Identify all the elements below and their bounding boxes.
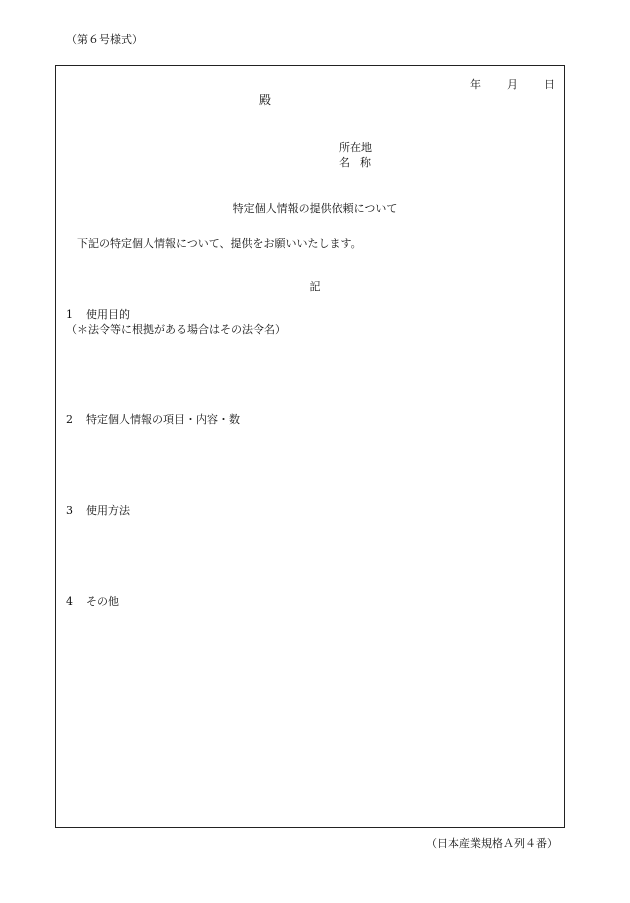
address-label: 所在地 [339,141,372,154]
intro-text: 下記の特定個人情報について、提供をお願いいたします。 [77,237,362,250]
item-info-fields [66,414,240,425]
form-frame [55,65,565,828]
item-number: 1 [66,308,73,321]
item-usage-purpose-note: （＊法令等に根拠がある場合はその法令名） [66,323,286,336]
date-year-label: 年 [470,78,481,91]
date-day-label: 日 [544,78,555,91]
item-number: 2 [66,413,73,426]
item-number: 3 [66,504,73,517]
form-number: （第６号様式） [66,33,143,46]
date-month-label: 月 [507,78,518,91]
item-other [66,596,119,607]
ki-heading: 記 [309,280,321,293]
date-line [470,79,555,90]
name-label: 名称 [339,156,381,169]
item-usage-purpose [66,309,130,320]
item-label: 特定個人情報の項目・内容・数 [86,413,240,426]
item-label: その他 [86,595,119,608]
item-usage-method [66,505,130,516]
item-label: 使用目的 [86,308,130,321]
item-number: 4 [66,595,73,608]
item-label: 使用方法 [86,504,130,517]
paper-standard-note: （日本産業規格Ａ列４番） [426,837,558,850]
document-title: 特定個人情報の提供依頼について [232,202,398,215]
addressee-suffix: 殿 [259,93,272,107]
sender-block [339,140,381,170]
